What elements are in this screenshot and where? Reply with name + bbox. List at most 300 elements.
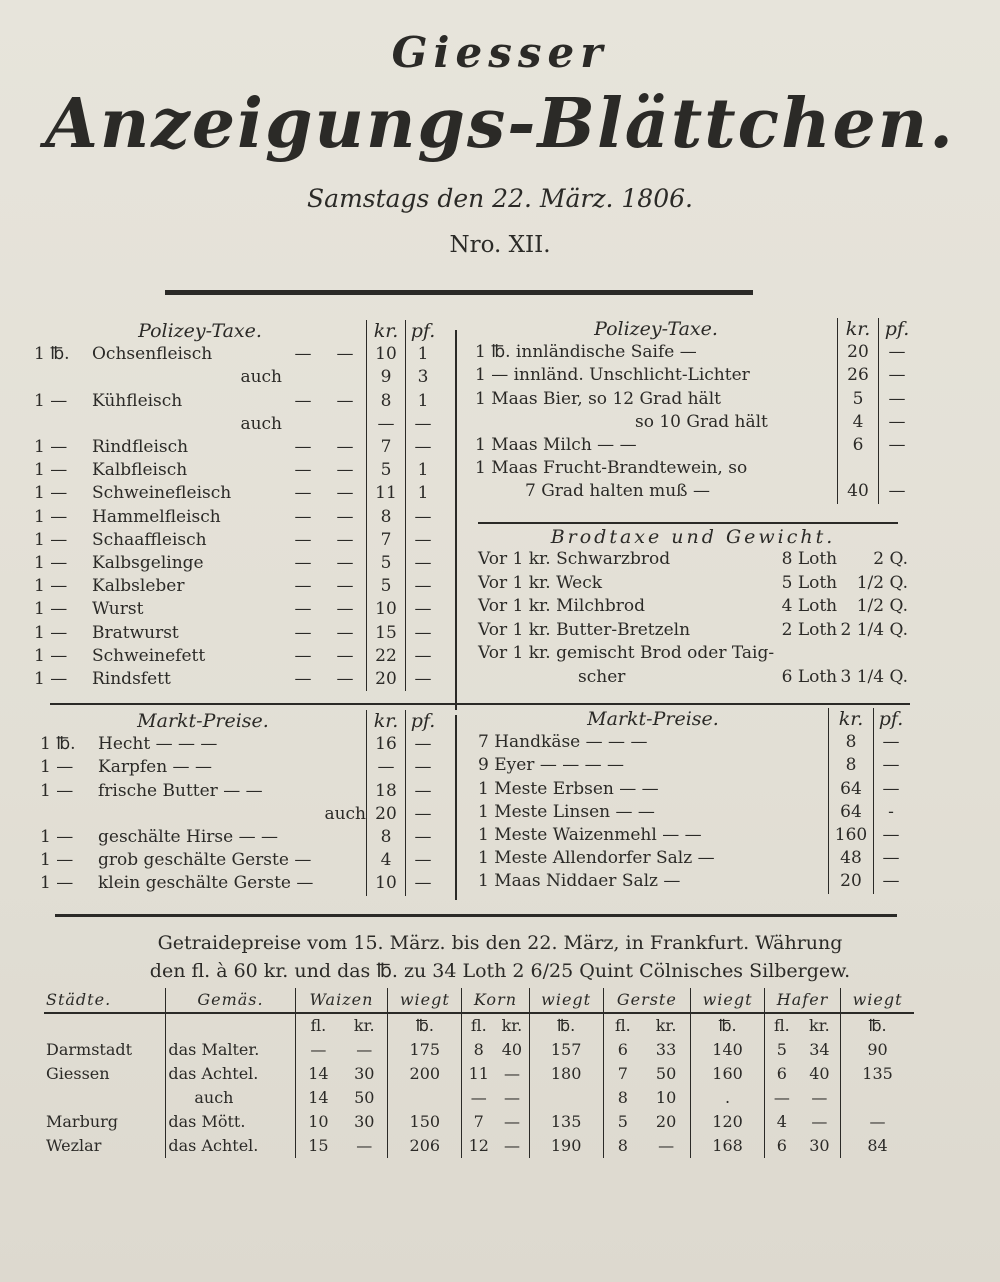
row-qty: 1 — [34,437,68,458]
bread-quint: 2 Q. [873,549,908,569]
row-item: Schweinefett [92,645,206,666]
market-right-row [478,754,908,777]
grain-cell: 157 [529,1038,603,1062]
market-right-row [478,731,908,754]
row-dash: — [294,553,312,574]
row-kr: 20 [367,803,406,826]
grain-header-cell: Korn [462,988,529,1013]
grain-cell: 200 [388,1062,462,1086]
row-dash [324,366,367,389]
row-pf: — [406,506,441,529]
row-qty: 1 — [34,669,68,690]
police-left-row [34,506,440,529]
grain-cell: . [691,1086,765,1110]
row-pf: — [879,388,916,411]
grain-rule [55,914,897,917]
police-tax-left [34,320,440,691]
row-item: Kühfleisch [92,390,183,411]
bread-item: Vor 1 kr. Schwarzbrod [478,549,671,569]
row-dash [282,413,324,436]
grain-cell: 206 [388,1134,462,1158]
grain-subheader-spacer [166,1013,295,1038]
market-right-row [478,778,908,801]
masthead-title: Anzeigungs-Blättchen. [45,84,955,164]
bread-row [478,572,908,596]
row-dash [324,413,367,436]
row-qty: 1 — [34,599,68,620]
row-dash: — [336,460,354,481]
grain-subheader-cell: fl. [603,1013,642,1038]
row-item: 1 Maas Niddaer Salz — [478,871,681,892]
grain-cell: 12 [462,1134,495,1158]
row-item: Schweinefleisch [92,483,232,504]
row-dash [282,366,324,389]
row-item: Karpfen — — [98,757,212,778]
grain-subheader-cell: ℔. [529,1013,603,1038]
grain-subheader-cell: kr. [353,1016,375,1035]
row-qty: 1 — [40,780,74,801]
row-pf: — [406,529,441,552]
row-kr: 8 [829,731,874,754]
police-left-row [34,413,440,436]
row-dash: — [294,344,312,365]
row-kr: 64 [829,778,874,801]
row-item: 1 Maas Milch — — [475,435,637,456]
grain-header-cell: Städte. [44,988,166,1013]
row-kr: 160 [829,824,874,847]
row-kr: 18 [367,780,406,803]
grain-cell: 7 [603,1062,642,1086]
row-qty: 1 — [40,850,74,871]
grain-cell [44,1086,166,1110]
issue-number: Nro. XII. [449,232,551,258]
row-pf: 1 [406,459,441,482]
grain-cell: Wezlar [46,1136,102,1155]
row-pf: — [406,803,441,826]
row-item: Hammelfleisch [92,506,221,527]
grain-cell: 4 [765,1110,799,1134]
market-left-row [40,849,440,872]
row-item: auch [240,367,282,388]
masthead-rule [165,290,753,295]
row-kr: 10 [367,598,406,621]
grain-cell: 135 [841,1062,914,1086]
grain-cell: 6 [765,1134,799,1158]
bread-title: Brodtaxe und Gewicht. [550,526,836,548]
row-item: frische Butter — — [98,780,263,801]
row-dash: — [336,576,354,597]
grain-cell: 84 [841,1134,914,1158]
grain-cell: 14 [295,1062,341,1086]
bread-row [478,595,908,619]
market-left-row [40,803,440,826]
row-pf: — [874,824,909,847]
row-qty [34,366,92,389]
police-left-row [34,598,440,621]
grain-cell: — [811,1112,828,1131]
row-dash: — [294,622,312,643]
row-item: Rindfleisch [92,437,189,458]
grain-cell: das Achtel. [166,1134,295,1158]
row-pf: 1 [406,482,441,505]
grain-cell [388,1086,462,1110]
bread-rule [478,522,898,524]
grain-subheader-spacer [44,1013,166,1038]
market-left-row [40,780,440,803]
masthead-top: Giesser [391,28,609,77]
grain-cell: 5 [603,1110,642,1134]
grain-title-2: den fl. à 60 kr. und das ℔. zu 34 Loth 2 6/25 Quint Cölnisches Silbergew. [149,960,851,982]
row-item: 1 ℔. innländische Saife — [475,342,697,363]
police-right-pf-head: pf. [879,318,916,341]
row-item: 1 Meste Waizenmehl — — [478,825,702,846]
row-kr: — [367,756,406,779]
grain-subheader-cell: fl. [295,1013,341,1038]
row-kr: 22 [367,645,406,668]
row-kr [838,457,879,480]
police-right-row [475,364,915,387]
grain-subheader-cell: fl. [462,1013,495,1038]
grain-cell: 40 [809,1064,830,1083]
grain-header-cell: Gemäs. [166,988,295,1013]
row-item: 1 Meste Linsen — — [478,801,655,822]
row-qty: 1 — [40,873,74,894]
row-pf: — [406,645,441,668]
police-right-row [475,457,915,480]
grain-cell: 6 [603,1038,642,1062]
row-kr: 8 [367,390,406,413]
row-pf: — [406,733,441,756]
row-kr: 7 [367,529,406,552]
column-divider-bottom [455,715,457,900]
bread-weight: 5 Loth [781,572,838,593]
grain-cell: 135 [529,1110,603,1134]
market-left-row [40,872,440,895]
row-pf: — [874,754,909,777]
row-item: Schaaffleisch [92,529,207,550]
row-kr: 16 [367,733,406,756]
row-kr: 6 [838,434,879,457]
row-qty: 1 — [34,506,68,527]
police-left-row [34,436,440,459]
row-pf: — [406,413,441,436]
police-left-row [34,366,440,389]
grain-cell: 40 [501,1040,523,1059]
grain-cell: — [503,1112,520,1131]
grain-cell: 33 [655,1040,677,1059]
market-right-title: Markt-Preise. [587,708,719,730]
row-item: 9 Eyer — — — — [478,755,625,776]
bread-weight [774,642,837,666]
grain-row [44,1110,914,1134]
police-left-pf-head: pf. [406,320,441,343]
row-dash: — [294,599,312,620]
bread-quint: 3 1/4 Q. [840,666,908,687]
bread-quint: 1/2 Q. [856,596,908,616]
row-kr: 5 [838,388,879,411]
row-pf [879,457,916,480]
row-qty: 1 — [34,390,68,411]
grain-cell: das Mött. [166,1110,295,1134]
bread-quint [837,642,908,666]
row-item: auch [240,413,282,434]
row-pf: — [879,480,916,503]
grain-row [44,1038,914,1062]
bread-tax [478,526,908,689]
grain-cell: 8 [603,1134,642,1158]
row-qty: 1 — [34,576,68,597]
row-pf: — [406,598,441,621]
row-kr: 48 [829,847,874,870]
row-dash: — [294,669,312,690]
row-item: Kalbfleisch [92,460,188,481]
row-kr: 4 [367,849,406,872]
row-kr: 8 [829,754,874,777]
row-item: 7 Handkäse — — — [478,732,648,753]
grain-cell: auch [166,1086,295,1110]
row-dash: — [336,506,354,527]
grain-cell: — [356,1040,373,1059]
grain-cell: Darmstadt [46,1040,133,1059]
row-item: 7 Grad halten muß — [525,481,710,502]
police-left-row [34,552,440,575]
row-dash: — [294,437,312,458]
row-pf: — [879,434,916,457]
row-kr: 5 [367,575,406,598]
grain-cell: 160 [691,1062,765,1086]
grain-cell: 150 [388,1110,462,1134]
row-dash: — [336,553,354,574]
row-item: klein geschälte Gerste — [98,873,314,894]
grain-cell: — [811,1088,828,1107]
row-kr: 11 [367,482,406,505]
row-kr: 5 [367,552,406,575]
grain-cell [841,1086,914,1110]
grain-cell: 50 [354,1088,375,1107]
grain-subheader-cell: ℔. [841,1013,914,1038]
grain-cell: 15 [295,1134,341,1158]
grain-header-cell: wiegt [691,988,765,1013]
grain-cell: 30 [354,1112,375,1131]
row-qty: 1 — [34,529,68,550]
market-left-pf-head: pf. [406,710,441,733]
row-kr: — [367,413,406,436]
row-pf: — [406,849,441,872]
row-pf: 1 [406,390,441,413]
grain-cell: 180 [529,1062,603,1086]
row-pf: — [406,575,441,598]
row-qty: 1 — [34,553,68,574]
grain-cell: 8 [603,1086,642,1110]
grain-cell: 7 [462,1110,495,1134]
row-dash: — [294,645,312,666]
market-prices-right [478,708,908,894]
grain-cell: — [841,1110,914,1134]
grain-row [44,1086,914,1110]
grain-cell: — [503,1088,520,1107]
row-pf: — [874,778,909,801]
row-kr: 7 [367,436,406,459]
row-kr: 8 [367,826,406,849]
grain-cell: — [295,1038,341,1062]
police-left-row [34,390,440,413]
row-dash: — [336,437,354,458]
row-dash: — [294,506,312,527]
row-qty: 1 — [34,460,68,481]
police-right-title: Polizey-Taxe. [594,318,718,340]
row-qty: 1 ℔. [34,344,70,365]
bread-quint: 2 1/4 Q. [840,619,908,640]
row-pf: — [406,826,441,849]
bread-weight: 4 Loth [781,596,838,616]
grain-cell: 10 [295,1110,341,1134]
police-tax-right [475,318,915,504]
row-qty [34,413,92,436]
row-dash: — [294,529,312,550]
row-kr: 15 [367,622,406,645]
row-dash: — [336,622,354,643]
grain-row [44,1134,914,1158]
row-pf: — [406,552,441,575]
market-right-row [478,801,908,824]
bread-row [478,619,908,643]
grain-cell: Marburg [46,1112,119,1131]
row-pf: - [874,801,909,824]
dateline: Samstags den 22. März. 1806. [307,184,693,213]
row-qty: 1 — [34,645,68,666]
police-left-row [34,459,440,482]
grain-cell: 190 [529,1134,603,1158]
market-rule [50,703,910,705]
row-kr: 64 [829,801,874,824]
row-pf: — [406,756,441,779]
bread-item: Vor 1 kr. Weck [478,572,603,593]
market-left-row [40,733,440,756]
row-item: 1 Maas Bier, so 12 Grad hält [475,388,721,409]
row-qty: 1 — [40,757,74,778]
row-item: geschälte Hirse — — [98,827,278,848]
grain-cell: — [462,1086,495,1110]
market-right-kr-head: kr. [829,708,874,731]
police-left-row [34,529,440,552]
market-right-row [478,824,908,847]
grain-cell: — [765,1086,799,1110]
grain-cell: 34 [809,1040,830,1059]
row-kr: 5 [367,459,406,482]
police-left-row [34,622,440,645]
row-qty: 1 ℔. [40,734,76,755]
row-pf: 3 [406,366,441,389]
grain-cell: 8 [462,1038,495,1062]
grain-row [44,1062,914,1086]
row-item: Bratwurst [92,622,179,643]
grain-cell: — [658,1136,675,1155]
row-pf: — [406,872,441,895]
police-left-row [34,482,440,505]
bread-weight: 2 Loth [781,619,838,640]
grain-cell: 30 [354,1064,375,1083]
grain-subheader-cell: kr. [501,1016,523,1035]
row-pf: — [406,668,441,691]
police-left-row [34,343,440,366]
grain-cell: 10 [655,1088,677,1107]
row-kr: 10 [367,343,406,366]
row-item: Rindsfett [92,669,171,690]
row-kr: 4 [838,411,879,434]
police-left-row [34,645,440,668]
row-item: 1 Maas Frucht-Brandtewein, so [475,458,748,479]
grain-cell: 6 [765,1062,799,1086]
police-left-row [34,668,440,691]
row-kr: 20 [367,668,406,691]
row-item: Hecht — — — [98,734,218,755]
grain-header-cell: Hafer [765,988,841,1013]
grain-cell: das Achtel. [166,1062,295,1086]
row-item: Kalbsleber [92,576,185,597]
grain-cell: 168 [691,1134,765,1158]
bread-row [478,666,908,690]
row-kr: 40 [838,480,879,503]
police-right-row [475,388,915,411]
grain-subheader-cell: ℔. [388,1013,462,1038]
row-item: 1 Meste Erbsen — — [478,778,659,799]
grain-header-cell: wiegt [841,988,914,1013]
grain-cell: 14 [295,1086,341,1110]
grain-cell: 140 [691,1038,765,1062]
grain-header-cell: Gerste [603,988,690,1013]
police-right-row [475,434,915,457]
bread-quint: 1/2 Q. [856,572,908,593]
row-dash: — [336,645,354,666]
bread-weight: 6 Loth [781,666,838,687]
row-kr: 9 [367,366,406,389]
row-item: Kalbsgelinge [92,553,204,574]
grain-subheader-cell: kr. [809,1016,830,1035]
column-divider-top [455,330,457,710]
row-pf: 1 [406,343,441,366]
bread-row [478,548,908,572]
row-item: so 10 Grad hält [635,411,768,432]
grain-cell: Giessen [46,1064,110,1083]
grain-cell: — [356,1136,373,1155]
row-qty: 1 — [34,622,68,643]
police-right-row [475,411,915,434]
row-pf: — [879,411,916,434]
grain-cell: 20 [655,1112,677,1131]
market-left-row [40,756,440,779]
row-dash: — [294,576,312,597]
grain-prices-table [44,988,914,1158]
bread-weight: 8 Loth [781,549,838,569]
grain-cell [529,1086,603,1110]
market-left-kr-head: kr. [367,710,406,733]
market-right-row [478,847,908,870]
row-pf: — [406,780,441,803]
row-dash: — [336,344,354,365]
grain-cell: 175 [388,1038,462,1062]
row-dash: — [336,529,354,550]
police-left-row [34,575,440,598]
row-qty [40,803,98,826]
market-prices-left [40,710,440,896]
row-dash: — [336,669,354,690]
row-dash: — [294,483,312,504]
row-kr: 8 [367,506,406,529]
row-pf: — [874,870,909,893]
row-pf: — [874,731,909,754]
row-dash: — [294,390,312,411]
market-right-row [478,870,908,893]
